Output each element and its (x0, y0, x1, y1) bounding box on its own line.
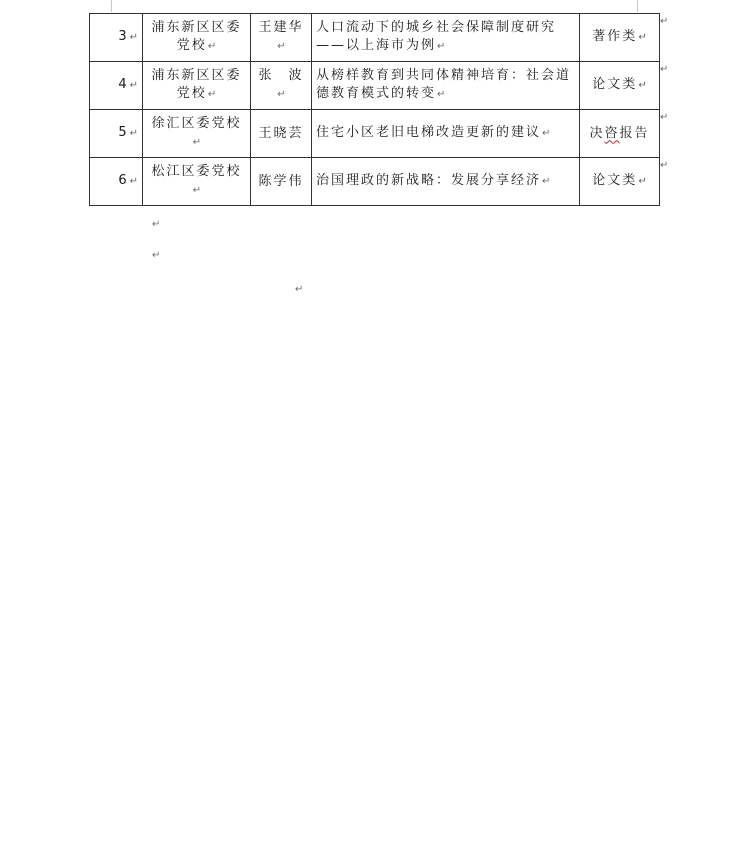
author-cell: 张 波↵ (251, 62, 312, 110)
unit-cell: 浦东新区区委 党校↵ (143, 62, 251, 110)
title-cell: 治国理政的新战略：发展分享经济↵ (312, 158, 580, 206)
row-number-cell: 3↵ (90, 14, 143, 62)
margin-guide-left (111, 0, 112, 12)
category-cell: 论文类↵ (580, 62, 660, 110)
author-cell: 王建华↵ (251, 14, 312, 62)
category-cell: 决咨报告 (580, 110, 660, 158)
paragraph-mark: ↵ (295, 284, 304, 295)
row-end-mark: ↵ (660, 160, 669, 171)
unit-cell: 浦东新区区委 党校↵ (143, 14, 251, 62)
table-row (90, 158, 660, 206)
title-cell: 人口流动下的城乡社会保障制度研究 ——以上海市为例↵ (312, 14, 580, 62)
row-number-cell: 5↵ (90, 110, 143, 158)
category-cell: 论文类↵ (580, 158, 660, 206)
paragraph-mark: ↵ (152, 219, 161, 230)
category-cell: 著作类↵ (580, 14, 660, 62)
author-cell: 王晓芸 (251, 110, 312, 158)
title-cell: 从榜样教育到共同体精神培育：社会道 德教育模式的转变↵ (312, 62, 580, 110)
unit-cell: 徐汇区委党校↵ (143, 110, 251, 158)
author-cell: 陈学伟 (251, 158, 312, 206)
row-end-mark: ↵ (660, 112, 669, 123)
awards-table (89, 13, 660, 206)
spellcheck-underline: 咨 (604, 125, 620, 141)
row-end-mark: ↵ (660, 64, 669, 75)
unit-cell: 松江区委党校↵ (143, 158, 251, 206)
table-row (90, 14, 660, 62)
table-row (90, 62, 660, 110)
table-row (90, 110, 660, 158)
title-cell: 住宅小区老旧电梯改造更新的建议↵ (312, 110, 580, 158)
row-end-mark: ↵ (660, 16, 669, 27)
paragraph-mark: ↵ (152, 250, 161, 261)
row-number-cell: 4↵ (90, 62, 143, 110)
row-number-cell: 6↵ (90, 158, 143, 206)
margin-guide-right (637, 0, 638, 12)
